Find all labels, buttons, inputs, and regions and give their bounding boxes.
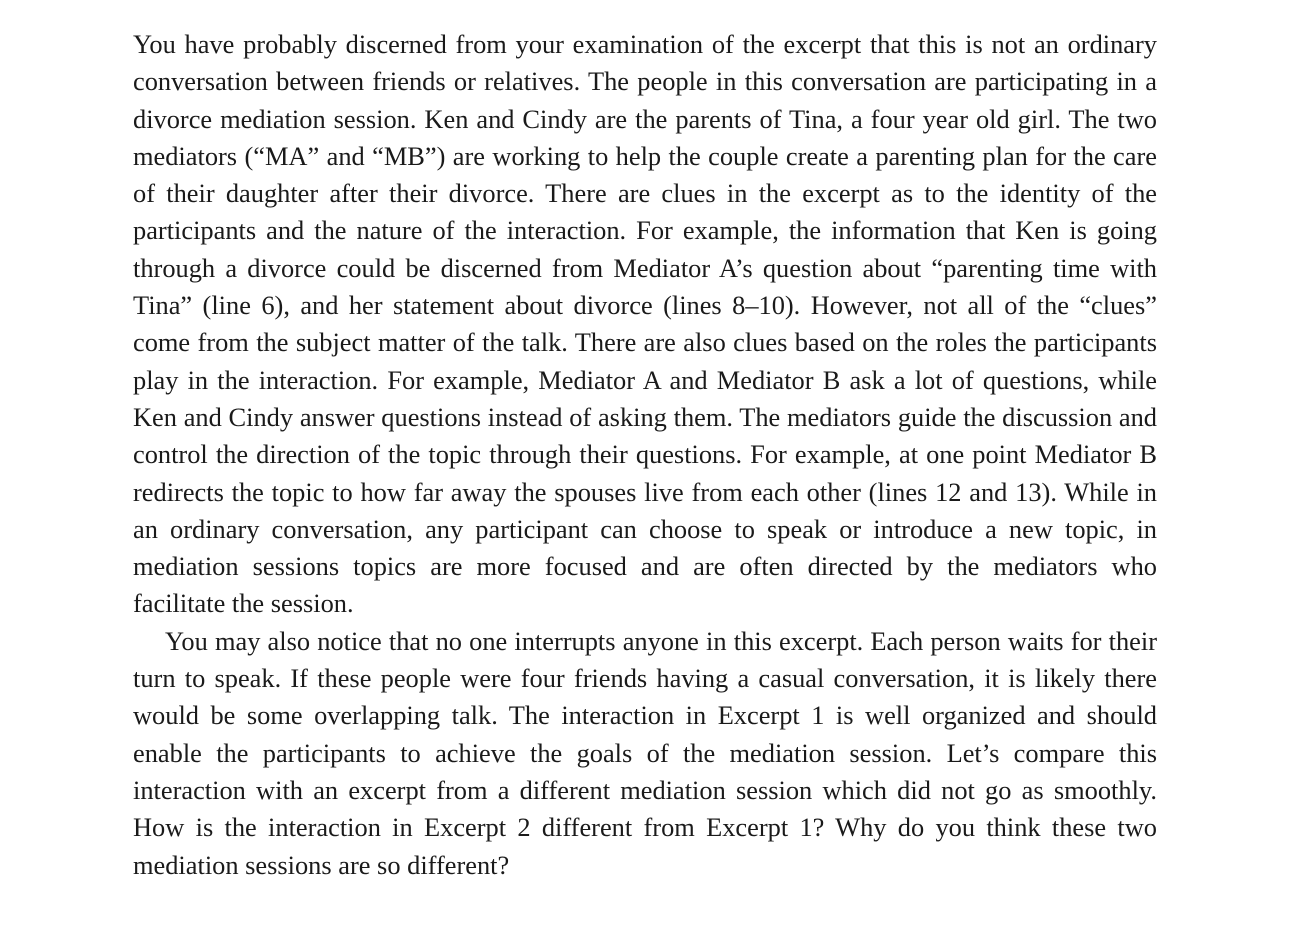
paragraph-1: You have probably discerned from your examination of the excerpt that this is not an ordinary conversation between friends or relatives. The people in this conversation are participating in a divorce mediation session. Ken and Cindy are the parents of Tina, a four year old girl. The two mediators (“MA” and “MB”) are working to help the couple create a parenting plan for the care of their daughter after their divorce. There are clues in the excerpt as to the identity of the participants and the nature of the interaction. For example, the information that Ken is going through a divorce could be discerned from Mediator A’s question about “parenting time with Tina” (line 6), and her statement about divorce (lines 8–10). However, not all of the “clues” come from the subject matter of the talk. There are also clues based on the roles the participants play in the interaction. For example, Mediator A and Mediator B ask a lot of questions, while Ken and Cindy answer questions instead of asking them. The mediators guide the discussion and control the direction of the topic through their questions. For example, at one point Mediator B redirects the topic to how far away the spouses live from each other (lines 12 and 13). While in an ordinary conversation, any participant can choose to speak or introduce a new topic, in mediation sessions topics are more focused and are often directed by the mediators who facilitate the session. xyxy=(133,29,1157,619)
paragraph-2: You may also notice that no one interrupts anyone in this excerpt. Each person waits for their turn to speak. If these people were four friends having a casual conversation, it is likely there would be some overlapping talk. The interaction in Excerpt 1 is well organized and should enable the participants to achieve the goals of the mediation session. Let’s compare this interaction with an excerpt from a different mediation session which did not go as smoothly. How is the interaction in Excerpt 2 different from Excerpt 1? Why do you think these two mediation sessions are so different? xyxy=(133,625,1157,880)
document-page xyxy=(133,26,1157,884)
